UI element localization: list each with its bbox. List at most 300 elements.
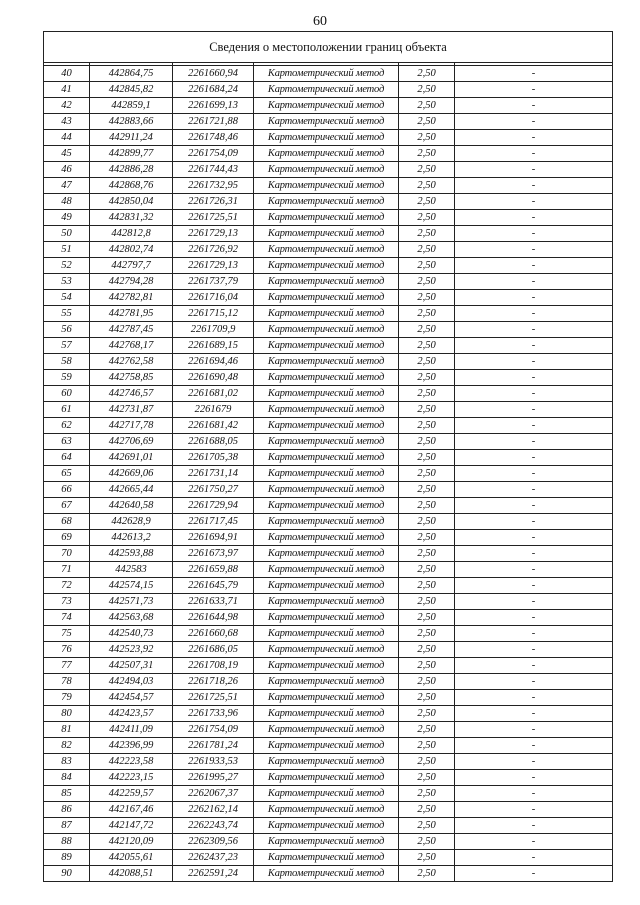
table-row bbox=[44, 722, 613, 738]
note-cell: - bbox=[455, 594, 613, 610]
table-row bbox=[44, 402, 613, 418]
note-cell: - bbox=[455, 98, 613, 114]
y-coordinate-cell: 2261733,96 bbox=[173, 706, 254, 722]
note-cell: - bbox=[455, 866, 613, 882]
x-coordinate-cell: 442868,76 bbox=[90, 178, 173, 194]
method-cell: Картометрический метод bbox=[254, 322, 399, 338]
x-coordinate-cell: 442507,31 bbox=[90, 658, 173, 674]
y-coordinate-cell: 2261995,27 bbox=[173, 770, 254, 786]
note-cell: - bbox=[455, 706, 613, 722]
point-number-cell: 56 bbox=[44, 322, 90, 338]
method-cell: Картометрический метод bbox=[254, 466, 399, 482]
precision-cell: 2,50 bbox=[399, 370, 455, 386]
table-row bbox=[44, 690, 613, 706]
y-coordinate-cell: 2262067,37 bbox=[173, 786, 254, 802]
note-cell: - bbox=[455, 146, 613, 162]
note-cell: - bbox=[455, 802, 613, 818]
x-coordinate-cell: 442571,73 bbox=[90, 594, 173, 610]
table-row bbox=[44, 514, 613, 530]
x-coordinate-cell: 442899,77 bbox=[90, 146, 173, 162]
precision-cell: 2,50 bbox=[399, 738, 455, 754]
precision-cell: 2,50 bbox=[399, 642, 455, 658]
precision-cell: 2,50 bbox=[399, 114, 455, 130]
note-cell: - bbox=[455, 482, 613, 498]
table-title: Сведения о местоположении границ объекта bbox=[44, 32, 613, 63]
method-cell: Картометрический метод bbox=[254, 530, 399, 546]
note-cell: - bbox=[455, 66, 613, 82]
table-row bbox=[44, 210, 613, 226]
table-row bbox=[44, 226, 613, 242]
point-number-cell: 75 bbox=[44, 626, 90, 642]
precision-cell: 2,50 bbox=[399, 562, 455, 578]
point-number-cell: 65 bbox=[44, 466, 90, 482]
precision-cell: 2,50 bbox=[399, 354, 455, 370]
table-row bbox=[44, 242, 613, 258]
x-coordinate-cell: 442494,03 bbox=[90, 674, 173, 690]
precision-cell: 2,50 bbox=[399, 450, 455, 466]
y-coordinate-cell: 2261660,68 bbox=[173, 626, 254, 642]
method-cell: Картометрический метод bbox=[254, 658, 399, 674]
point-number-cell: 50 bbox=[44, 226, 90, 242]
note-cell: - bbox=[455, 322, 613, 338]
method-cell: Картометрический метод bbox=[254, 162, 399, 178]
y-coordinate-cell: 2262437,23 bbox=[173, 850, 254, 866]
precision-cell: 2,50 bbox=[399, 530, 455, 546]
point-number-cell: 87 bbox=[44, 818, 90, 834]
point-number-cell: 40 bbox=[44, 66, 90, 82]
x-coordinate-cell: 442691,01 bbox=[90, 450, 173, 466]
y-coordinate-cell: 2261659,88 bbox=[173, 562, 254, 578]
method-cell: Картометрический метод bbox=[254, 498, 399, 514]
note-cell: - bbox=[455, 674, 613, 690]
page-number: 60 bbox=[313, 14, 327, 29]
table-row bbox=[44, 146, 613, 162]
note-cell: - bbox=[455, 418, 613, 434]
y-coordinate-cell: 2261694,91 bbox=[173, 530, 254, 546]
note-cell: - bbox=[455, 466, 613, 482]
note-cell: - bbox=[455, 370, 613, 386]
table-row bbox=[44, 386, 613, 402]
table-row bbox=[44, 370, 613, 386]
y-coordinate-cell: 2261725,51 bbox=[173, 210, 254, 226]
precision-cell: 2,50 bbox=[399, 242, 455, 258]
x-coordinate-cell: 442167,46 bbox=[90, 802, 173, 818]
precision-cell: 2,50 bbox=[399, 210, 455, 226]
x-coordinate-cell: 442665,44 bbox=[90, 482, 173, 498]
precision-cell: 2,50 bbox=[399, 802, 455, 818]
precision-cell: 2,50 bbox=[399, 194, 455, 210]
y-coordinate-cell: 2261737,79 bbox=[173, 274, 254, 290]
note-cell: - bbox=[455, 130, 613, 146]
precision-cell: 2,50 bbox=[399, 834, 455, 850]
method-cell: Картометрический метод bbox=[254, 418, 399, 434]
precision-cell: 2,50 bbox=[399, 610, 455, 626]
method-cell: Картометрический метод bbox=[254, 370, 399, 386]
precision-cell: 2,50 bbox=[399, 226, 455, 242]
method-cell: Картометрический метод bbox=[254, 738, 399, 754]
method-cell: Картометрический метод bbox=[254, 722, 399, 738]
y-coordinate-cell: 2261750,27 bbox=[173, 482, 254, 498]
note-cell: - bbox=[455, 210, 613, 226]
point-number-cell: 62 bbox=[44, 418, 90, 434]
note-cell: - bbox=[455, 546, 613, 562]
table-row bbox=[44, 770, 613, 786]
note-cell: - bbox=[455, 850, 613, 866]
point-number-cell: 76 bbox=[44, 642, 90, 658]
note-cell: - bbox=[455, 738, 613, 754]
point-number-cell: 51 bbox=[44, 242, 90, 258]
note-cell: - bbox=[455, 450, 613, 466]
point-number-cell: 60 bbox=[44, 386, 90, 402]
y-coordinate-cell: 2261721,88 bbox=[173, 114, 254, 130]
method-cell: Картометрический метод bbox=[254, 82, 399, 98]
method-cell: Картометрический метод bbox=[254, 258, 399, 274]
point-number-cell: 42 bbox=[44, 98, 90, 114]
method-cell: Картометрический метод bbox=[254, 786, 399, 802]
x-coordinate-cell: 442850,04 bbox=[90, 194, 173, 210]
precision-cell: 2,50 bbox=[399, 786, 455, 802]
note-cell: - bbox=[455, 226, 613, 242]
table-row bbox=[44, 466, 613, 482]
precision-cell: 2,50 bbox=[399, 594, 455, 610]
note-cell: - bbox=[455, 610, 613, 626]
note-cell: - bbox=[455, 178, 613, 194]
x-coordinate-cell: 442088,51 bbox=[90, 866, 173, 882]
precision-cell: 2,50 bbox=[399, 434, 455, 450]
note-cell: - bbox=[455, 162, 613, 178]
point-number-cell: 77 bbox=[44, 658, 90, 674]
precision-cell: 2,50 bbox=[399, 130, 455, 146]
point-number-cell: 85 bbox=[44, 786, 90, 802]
x-coordinate-cell: 442845,82 bbox=[90, 82, 173, 98]
y-coordinate-cell: 2261633,71 bbox=[173, 594, 254, 610]
precision-cell: 2,50 bbox=[399, 866, 455, 882]
x-coordinate-cell: 442762,58 bbox=[90, 354, 173, 370]
table-row bbox=[44, 610, 613, 626]
table-row bbox=[44, 818, 613, 834]
precision-cell: 2,50 bbox=[399, 466, 455, 482]
point-number-cell: 47 bbox=[44, 178, 90, 194]
table-row bbox=[44, 482, 613, 498]
y-coordinate-cell: 2261644,98 bbox=[173, 610, 254, 626]
y-coordinate-cell: 2261933,53 bbox=[173, 754, 254, 770]
y-coordinate-cell: 2261715,12 bbox=[173, 306, 254, 322]
table-row bbox=[44, 434, 613, 450]
y-coordinate-cell: 2261708,19 bbox=[173, 658, 254, 674]
x-coordinate-cell: 442583 bbox=[90, 562, 173, 578]
method-cell: Картометрический метод bbox=[254, 818, 399, 834]
precision-cell: 2,50 bbox=[399, 386, 455, 402]
x-coordinate-cell: 442523,92 bbox=[90, 642, 173, 658]
method-cell: Картометрический метод bbox=[254, 546, 399, 562]
method-cell: Картометрический метод bbox=[254, 274, 399, 290]
method-cell: Картометрический метод bbox=[254, 850, 399, 866]
note-cell: - bbox=[455, 258, 613, 274]
precision-cell: 2,50 bbox=[399, 482, 455, 498]
x-coordinate-cell: 442859,1 bbox=[90, 98, 173, 114]
x-coordinate-cell: 442802,74 bbox=[90, 242, 173, 258]
y-coordinate-cell: 2261744,43 bbox=[173, 162, 254, 178]
x-coordinate-cell: 442613,2 bbox=[90, 530, 173, 546]
note-cell: - bbox=[455, 114, 613, 130]
precision-cell: 2,50 bbox=[399, 258, 455, 274]
x-coordinate-cell: 442782,81 bbox=[90, 290, 173, 306]
y-coordinate-cell: 2261729,94 bbox=[173, 498, 254, 514]
table-row bbox=[44, 258, 613, 274]
method-cell: Картометрический метод bbox=[254, 338, 399, 354]
x-coordinate-cell: 442746,57 bbox=[90, 386, 173, 402]
point-number-cell: 78 bbox=[44, 674, 90, 690]
point-number-cell: 59 bbox=[44, 370, 90, 386]
x-coordinate-cell: 442259,57 bbox=[90, 786, 173, 802]
table-row bbox=[44, 594, 613, 610]
precision-cell: 2,50 bbox=[399, 178, 455, 194]
table-row bbox=[44, 114, 613, 130]
point-number-cell: 41 bbox=[44, 82, 90, 98]
method-cell: Картометрический метод bbox=[254, 482, 399, 498]
y-coordinate-cell: 2261688,05 bbox=[173, 434, 254, 450]
method-cell: Картометрический метод bbox=[254, 114, 399, 130]
note-cell: - bbox=[455, 498, 613, 514]
note-cell: - bbox=[455, 562, 613, 578]
table-row bbox=[44, 418, 613, 434]
precision-cell: 2,50 bbox=[399, 578, 455, 594]
table-row bbox=[44, 866, 613, 882]
table-row bbox=[44, 498, 613, 514]
note-cell: - bbox=[455, 242, 613, 258]
y-coordinate-cell: 2261754,09 bbox=[173, 722, 254, 738]
y-coordinate-cell: 2261725,51 bbox=[173, 690, 254, 706]
table-row bbox=[44, 306, 613, 322]
point-number-cell: 44 bbox=[44, 130, 90, 146]
y-coordinate-cell: 2261718,26 bbox=[173, 674, 254, 690]
precision-cell: 2,50 bbox=[399, 498, 455, 514]
point-number-cell: 43 bbox=[44, 114, 90, 130]
y-coordinate-cell: 2261645,79 bbox=[173, 578, 254, 594]
point-number-cell: 67 bbox=[44, 498, 90, 514]
note-cell: - bbox=[455, 386, 613, 402]
method-cell: Картометрический метод bbox=[254, 690, 399, 706]
point-number-cell: 73 bbox=[44, 594, 90, 610]
x-coordinate-cell: 442423,57 bbox=[90, 706, 173, 722]
point-number-cell: 68 bbox=[44, 514, 90, 530]
method-cell: Картометрический метод bbox=[254, 834, 399, 850]
table-row bbox=[44, 786, 613, 802]
y-coordinate-cell: 2261679 bbox=[173, 402, 254, 418]
x-coordinate-cell: 442640,58 bbox=[90, 498, 173, 514]
method-cell: Картометрический метод bbox=[254, 290, 399, 306]
method-cell: Картометрический метод bbox=[254, 674, 399, 690]
method-cell: Картометрический метод bbox=[254, 306, 399, 322]
y-coordinate-cell: 2261732,95 bbox=[173, 178, 254, 194]
y-coordinate-cell: 2261684,24 bbox=[173, 82, 254, 98]
precision-cell: 2,50 bbox=[399, 306, 455, 322]
precision-cell: 2,50 bbox=[399, 658, 455, 674]
precision-cell: 2,50 bbox=[399, 66, 455, 82]
y-coordinate-cell: 2261699,13 bbox=[173, 98, 254, 114]
x-coordinate-cell: 442628,9 bbox=[90, 514, 173, 530]
method-cell: Картометрический метод bbox=[254, 754, 399, 770]
precision-cell: 2,50 bbox=[399, 146, 455, 162]
note-cell: - bbox=[455, 306, 613, 322]
precision-cell: 2,50 bbox=[399, 722, 455, 738]
table-row bbox=[44, 354, 613, 370]
table-row bbox=[44, 802, 613, 818]
method-cell: Картометрический метод bbox=[254, 578, 399, 594]
note-cell: - bbox=[455, 530, 613, 546]
x-coordinate-cell: 442864,75 bbox=[90, 66, 173, 82]
table-row bbox=[44, 738, 613, 754]
precision-cell: 2,50 bbox=[399, 770, 455, 786]
table-row bbox=[44, 834, 613, 850]
method-cell: Картометрический метод bbox=[254, 450, 399, 466]
point-number-cell: 86 bbox=[44, 802, 90, 818]
note-cell: - bbox=[455, 274, 613, 290]
y-coordinate-cell: 2261686,05 bbox=[173, 642, 254, 658]
precision-cell: 2,50 bbox=[399, 98, 455, 114]
point-number-cell: 71 bbox=[44, 562, 90, 578]
point-number-cell: 64 bbox=[44, 450, 90, 466]
x-coordinate-cell: 442593,88 bbox=[90, 546, 173, 562]
note-cell: - bbox=[455, 770, 613, 786]
point-number-cell: 82 bbox=[44, 738, 90, 754]
point-number-cell: 69 bbox=[44, 530, 90, 546]
precision-cell: 2,50 bbox=[399, 850, 455, 866]
point-number-cell: 61 bbox=[44, 402, 90, 418]
point-number-cell: 90 bbox=[44, 866, 90, 882]
method-cell: Картометрический метод bbox=[254, 434, 399, 450]
method-cell: Картометрический метод bbox=[254, 610, 399, 626]
note-cell: - bbox=[455, 290, 613, 306]
method-cell: Картометрический метод bbox=[254, 802, 399, 818]
boundary-coordinates-table bbox=[43, 31, 613, 882]
note-cell: - bbox=[455, 434, 613, 450]
table-row bbox=[44, 130, 613, 146]
precision-cell: 2,50 bbox=[399, 418, 455, 434]
method-cell: Картометрический метод bbox=[254, 98, 399, 114]
method-cell: Картометрический метод bbox=[254, 706, 399, 722]
table-row bbox=[44, 322, 613, 338]
note-cell: - bbox=[455, 514, 613, 530]
note-cell: - bbox=[455, 754, 613, 770]
precision-cell: 2,50 bbox=[399, 338, 455, 354]
y-coordinate-cell: 2261673,97 bbox=[173, 546, 254, 562]
y-coordinate-cell: 2261754,09 bbox=[173, 146, 254, 162]
point-number-cell: 53 bbox=[44, 274, 90, 290]
note-cell: - bbox=[455, 626, 613, 642]
precision-cell: 2,50 bbox=[399, 514, 455, 530]
point-number-cell: 58 bbox=[44, 354, 90, 370]
x-coordinate-cell: 442787,45 bbox=[90, 322, 173, 338]
x-coordinate-cell: 442768,17 bbox=[90, 338, 173, 354]
method-cell: Картометрический метод bbox=[254, 594, 399, 610]
table-row bbox=[44, 290, 613, 306]
x-coordinate-cell: 442886,28 bbox=[90, 162, 173, 178]
point-number-cell: 49 bbox=[44, 210, 90, 226]
point-number-cell: 63 bbox=[44, 434, 90, 450]
table-row bbox=[44, 338, 613, 354]
precision-cell: 2,50 bbox=[399, 674, 455, 690]
x-coordinate-cell: 442223,58 bbox=[90, 754, 173, 770]
x-coordinate-cell: 442812,8 bbox=[90, 226, 173, 242]
precision-cell: 2,50 bbox=[399, 706, 455, 722]
x-coordinate-cell: 442120,09 bbox=[90, 834, 173, 850]
x-coordinate-cell: 442147,72 bbox=[90, 818, 173, 834]
point-number-cell: 52 bbox=[44, 258, 90, 274]
point-number-cell: 46 bbox=[44, 162, 90, 178]
x-coordinate-cell: 442223,15 bbox=[90, 770, 173, 786]
table-row bbox=[44, 642, 613, 658]
table-row bbox=[44, 66, 613, 82]
table-row bbox=[44, 274, 613, 290]
note-cell: - bbox=[455, 642, 613, 658]
x-coordinate-cell: 442758,85 bbox=[90, 370, 173, 386]
y-coordinate-cell: 2261726,92 bbox=[173, 242, 254, 258]
note-cell: - bbox=[455, 194, 613, 210]
note-cell: - bbox=[455, 658, 613, 674]
y-coordinate-cell: 2261726,31 bbox=[173, 194, 254, 210]
y-coordinate-cell: 2261681,42 bbox=[173, 418, 254, 434]
x-coordinate-cell: 442731,87 bbox=[90, 402, 173, 418]
x-coordinate-cell: 442540,73 bbox=[90, 626, 173, 642]
x-coordinate-cell: 442574,15 bbox=[90, 578, 173, 594]
table-row bbox=[44, 674, 613, 690]
y-coordinate-cell: 2262162,14 bbox=[173, 802, 254, 818]
note-cell: - bbox=[455, 690, 613, 706]
method-cell: Картометрический метод bbox=[254, 626, 399, 642]
x-coordinate-cell: 442563,68 bbox=[90, 610, 173, 626]
y-coordinate-cell: 2262309,56 bbox=[173, 834, 254, 850]
x-coordinate-cell: 442411,09 bbox=[90, 722, 173, 738]
y-coordinate-cell: 2261690,48 bbox=[173, 370, 254, 386]
point-number-cell: 74 bbox=[44, 610, 90, 626]
y-coordinate-cell: 2262591,24 bbox=[173, 866, 254, 882]
table-row bbox=[44, 706, 613, 722]
method-cell: Картометрический метод bbox=[254, 770, 399, 786]
method-cell: Картометрический метод bbox=[254, 354, 399, 370]
note-cell: - bbox=[455, 402, 613, 418]
method-cell: Картометрический метод bbox=[254, 402, 399, 418]
point-number-cell: 81 bbox=[44, 722, 90, 738]
table-row bbox=[44, 754, 613, 770]
note-cell: - bbox=[455, 818, 613, 834]
x-coordinate-cell: 442669,06 bbox=[90, 466, 173, 482]
method-cell: Картометрический метод bbox=[254, 642, 399, 658]
table-header-row bbox=[44, 32, 613, 63]
point-number-cell: 84 bbox=[44, 770, 90, 786]
x-coordinate-cell: 442055,61 bbox=[90, 850, 173, 866]
y-coordinate-cell: 2261694,46 bbox=[173, 354, 254, 370]
y-coordinate-cell: 2261660,94 bbox=[173, 66, 254, 82]
table-row bbox=[44, 162, 613, 178]
precision-cell: 2,50 bbox=[399, 274, 455, 290]
x-coordinate-cell: 442911,24 bbox=[90, 130, 173, 146]
y-coordinate-cell: 2261729,13 bbox=[173, 226, 254, 242]
y-coordinate-cell: 2261748,46 bbox=[173, 130, 254, 146]
table-row bbox=[44, 850, 613, 866]
method-cell: Картометрический метод bbox=[254, 146, 399, 162]
method-cell: Картометрический метод bbox=[254, 226, 399, 242]
y-coordinate-cell: 2261731,14 bbox=[173, 466, 254, 482]
table-row bbox=[44, 658, 613, 674]
precision-cell: 2,50 bbox=[399, 754, 455, 770]
y-coordinate-cell: 2261709,9 bbox=[173, 322, 254, 338]
precision-cell: 2,50 bbox=[399, 402, 455, 418]
precision-cell: 2,50 bbox=[399, 626, 455, 642]
precision-cell: 2,50 bbox=[399, 690, 455, 706]
note-cell: - bbox=[455, 722, 613, 738]
precision-cell: 2,50 bbox=[399, 82, 455, 98]
